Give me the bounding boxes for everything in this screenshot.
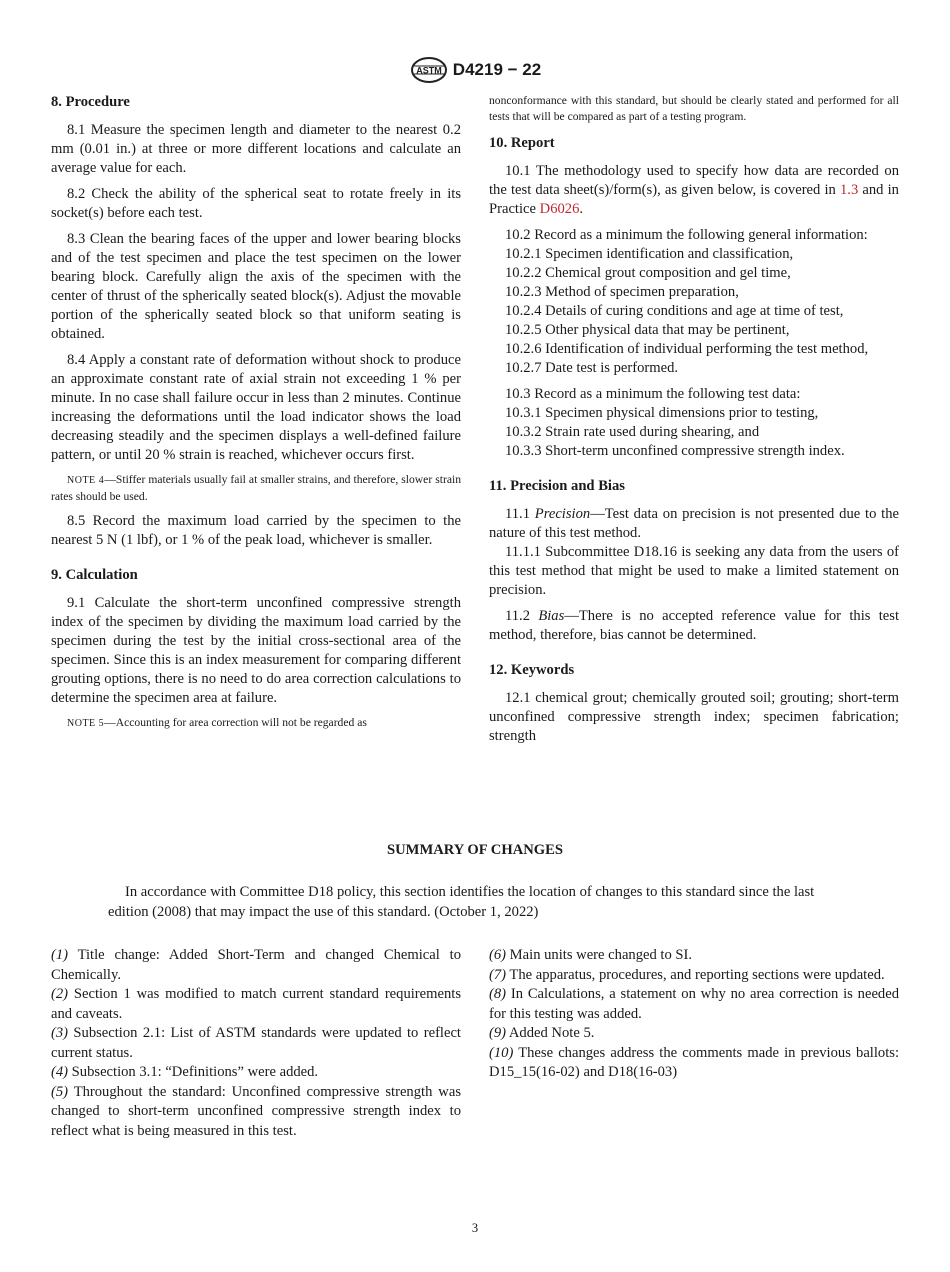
change-item: (6) Main units were changed to SI. — [489, 947, 693, 963]
note-text: —Accounting for area correction will not be regarded as — [104, 716, 367, 729]
document-id: D4219 − 22 — [452, 60, 542, 79]
list-item: 10.3.2 Strain rate used during shearing, and — [505, 424, 760, 440]
list-item: 10.2.4 Details of curing conditions and age at time of test, — [505, 303, 844, 319]
note-5 — [51, 715, 461, 732]
page-number: 3 — [471, 1221, 479, 1235]
list-item: 10.2.3 Method of specimen preparation, — [505, 284, 739, 300]
change-item: (2) Section 1 was modified to match current standard requirements and caveats. — [51, 986, 461, 1022]
change-item: (8) In Calculations, a statement on why no area correction is needed for this testing was added. — [489, 986, 899, 1022]
note-text: —Stiffer materials usually fail at smaller strains, and therefore, slower strain rates should be used. — [51, 473, 461, 503]
right-column — [489, 93, 899, 753]
list-item: 10.3.3 Short-term unconfined compressive strength index. — [505, 443, 845, 459]
section-heading: 12. Keywords — [489, 662, 575, 678]
svg-text:ASTM: ASTM — [416, 65, 442, 76]
change-item: (7) The apparatus, procedures, and reporting sections were updated. — [489, 966, 885, 983]
left-column — [51, 93, 461, 739]
list-item: 10.2.1 Specimen identification and classification, — [505, 246, 794, 262]
paragraph: 11.1 Precision—Test data on precision is not presented due to the nature of this test method. — [489, 506, 899, 541]
astm-logo-icon — [409, 56, 449, 84]
reference-link[interactable]: 1.3 — [840, 182, 859, 198]
paragraph: 10.2 Record as a minimum the following general information: — [505, 227, 868, 243]
section-heading: 9. Calculation — [51, 567, 138, 583]
change-item: (10) These changes address the comments made in previous ballots: D15_15(16-02) and D18(16-03) — [489, 1044, 899, 1080]
paragraph: 10.3 Record as a minimum the following test data: — [505, 386, 801, 402]
section-heading: 10. Report — [489, 135, 555, 151]
list-item: 10.2.7 Date test is performed. — [505, 360, 679, 376]
list-item: 10.2.6 Identification of individual performing the test method, — [505, 341, 869, 357]
changes-right-column — [489, 946, 899, 1083]
paragraph: 9.1 Calculate the short-term unconfined compressive strength index of the specimen by dividing the maximum load carried by the specimen during the test by the initial cross-sectional area of the specimen. Since this is an index measurement for comparing different grouting options, there is no need to do area correction calculations to determine the specimen area at failure. — [51, 595, 461, 706]
paragraph: 10.1 The methodology used to specify how data are recorded on the test data sheet(s)/form(s), as given below, is covered in 1.3 and in Practice D6026. — [489, 163, 899, 217]
reference-link[interactable]: D6026 — [539, 201, 580, 217]
section-heading: 8. Procedure — [51, 94, 130, 110]
paragraph: 8.5 Record the maximum load carried by the specimen to the nearest 5 N (1 lbf), or 1 % of the peak load, whichever is smaller. — [51, 513, 461, 548]
changes-left-column — [51, 946, 461, 1141]
paragraph: 12.1 chemical grout; chemically grouted soil; grouting; short-term unconfined compressive strength index; specimen fabrication; strength — [489, 690, 899, 744]
change-item: (3) Subsection 2.1: List of ASTM standards were updated to reflect current status. — [51, 1025, 461, 1061]
note-label: NOTE 5 — [67, 718, 105, 729]
paragraph: 11.2 Bias—There is no accepted reference value for this test method, therefore, bias cannot be determined. — [489, 608, 900, 643]
change-item: (4) Subsection 3.1: “Definitions” were added. — [51, 1064, 319, 1080]
summary-title: SUMMARY OF CHANGES — [387, 842, 563, 858]
paragraph: 8.4 Apply a constant rate of deformation without shock to produce an approximate constant rate of axial strain not exceeding 1 % per minute. In no case shall failure occur in less than 2 minutes. Continue increasing the deformations until the load indicator shows the load decreasing steadily and the specimen displays a well-defined failure pattern, or until 20 % strain is reached, whichever occurs first. — [51, 352, 461, 463]
change-item: (5) Throughout the standard: Unconfined compressive strength was changed to short-term unconfined compressive strength index to reflect what is being measured in this test. — [51, 1083, 461, 1139]
summary-intro: In accordance with Committee D18 policy, this section identifies the location of changes to this standard since the last edition (2008) that may impact the use of this standard. (October 1, 2022) — [108, 884, 815, 920]
note-5-continued: nonconformance with this standard, but should be clearly stated and performed for all tests that will be compared as part of a testing program. — [489, 94, 899, 123]
note-label: NOTE 4 — [67, 475, 105, 486]
paragraph: 8.3 Clean the bearing faces of the upper and lower bearing blocks and of the test specimen and place the test specimen on the lower bearing block. Carefully align the axis of the specimen with the center of thrust of the spherically seated block(s). Adjust the movable portion of the spherically seated block so that uniform seating is obtained. — [51, 231, 461, 342]
paragraph: 8.2 Check the ability of the spherical seat to rotate freely in its socket(s) before each test. — [51, 186, 461, 221]
page-header — [0, 55, 950, 85]
list-item: 10.2.5 Other physical data that may be pertinent, — [505, 322, 790, 338]
list-item: 10.3.1 Specimen physical dimensions prior to testing, — [505, 405, 819, 421]
paragraph: 11.1.1 Subcommittee D18.16 is seeking any data from the users of this test method that might be used to make a limited statement on precision. — [489, 544, 899, 598]
list-item: 10.2.2 Chemical grout composition and gel time, — [505, 265, 791, 281]
paragraph: 8.1 Measure the specimen length and diameter to the nearest 0.2 mm (0.01 in.) at three or more different locations and calculate an average value for each. — [51, 122, 461, 176]
change-item: (1) Title change: Added Short-Term and changed Chemical to Chemically. — [51, 947, 461, 983]
section-heading: 11. Precision and Bias — [489, 478, 625, 494]
note-4 — [51, 472, 461, 505]
change-item: (9) Added Note 5. — [489, 1025, 595, 1041]
